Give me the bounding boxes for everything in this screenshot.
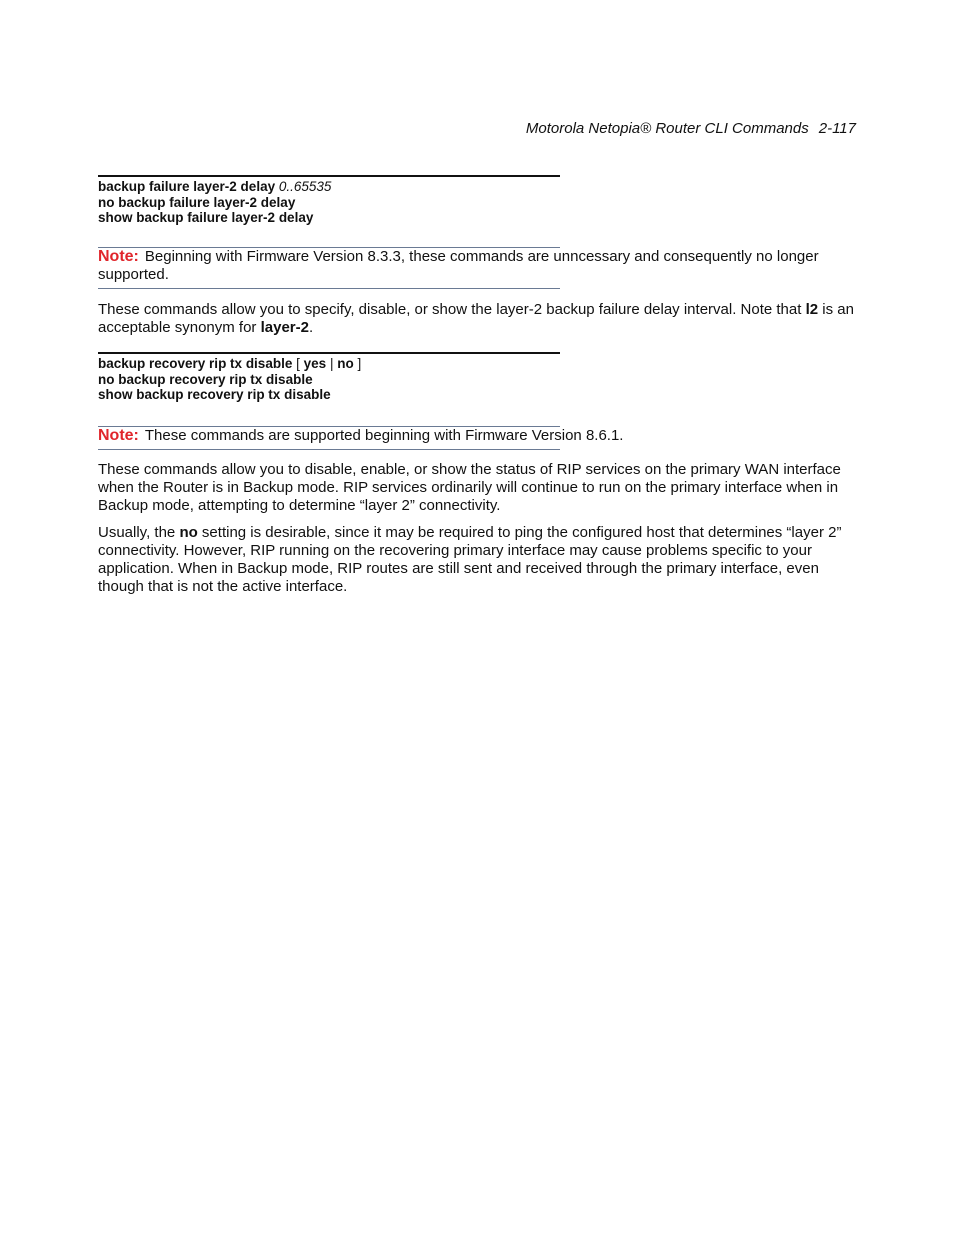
note-box-layer2-delay bbox=[98, 247, 858, 284]
command-keyword: backup recovery rip tx disable bbox=[98, 356, 293, 371]
text-run-bold: layer-2 bbox=[260, 319, 309, 336]
command-syntax-block-rip-tx bbox=[98, 352, 560, 403]
text-run-bold: l2 bbox=[805, 301, 819, 318]
page-number: 2-117 bbox=[818, 120, 856, 137]
note-box-rip-tx bbox=[98, 426, 858, 445]
option-separator: | bbox=[329, 356, 334, 371]
text-run: These commands allow you to specify, disable, or show the layer-2 backup failure delay interval. Note that bbox=[98, 301, 806, 318]
command-line: no backup recovery rip tx disable bbox=[98, 371, 313, 387]
page-header bbox=[526, 120, 856, 137]
text-run: Usually, the bbox=[98, 524, 180, 541]
note-text: These commands are supported beginning with Firmware Version 8.6.1. bbox=[144, 427, 624, 444]
bracket-open: [ bbox=[296, 356, 300, 371]
command-line: no backup failure layer-2 delay bbox=[98, 194, 296, 210]
command-line bbox=[98, 356, 560, 372]
note-top-rule bbox=[98, 247, 560, 248]
bracket-close: ] bbox=[357, 356, 362, 371]
note-text: Beginning with Firmware Version 8.3.3, these commands are unncessary and consequently no longer supported. bbox=[98, 248, 819, 283]
option-yes: yes bbox=[303, 356, 327, 371]
note-bottom-rule bbox=[98, 449, 560, 450]
command-line bbox=[98, 179, 560, 195]
option-no: no bbox=[337, 356, 354, 371]
note-bottom-rule bbox=[98, 288, 560, 289]
note-label: Note: bbox=[98, 248, 139, 265]
command-parameter: 0..65535 bbox=[278, 179, 332, 194]
description-rip-tx-usage bbox=[98, 524, 858, 596]
text-run: setting is desirable, since it may be required to ping the configured host that determines “layer 2” connectivity. However, RIP running on the recovering primary interface may cause problems specific to your application. When in Backup mode, RIP routes are still sent and received through the primary interface, even though that is not the active interface. bbox=[98, 524, 842, 595]
command-keyword: backup failure layer-2 delay bbox=[98, 179, 276, 194]
description-layer2-delay bbox=[98, 301, 858, 337]
command-line: show backup recovery rip tx disable bbox=[98, 387, 331, 402]
text-run-bold: no bbox=[179, 524, 198, 541]
command-syntax-block-layer2-delay bbox=[98, 175, 560, 226]
description-rip-tx: These commands allow you to disable, enable, or show the status of RIP services on the primary WAN interface when the Router is in Backup mode. RIP services ordinarily will continue to run on the primary interface when in Backup mode, attempting to determine “layer 2” connectivity. bbox=[98, 461, 841, 514]
text-run: is an acceptable synonym for bbox=[98, 301, 854, 336]
page-header-title: Motorola Netopia® Router CLI Commands bbox=[525, 120, 809, 137]
command-line: show backup failure layer-2 delay bbox=[98, 210, 314, 225]
note-top-rule bbox=[98, 426, 560, 427]
text-run: . bbox=[308, 319, 314, 336]
note-label: Note: bbox=[98, 427, 139, 444]
